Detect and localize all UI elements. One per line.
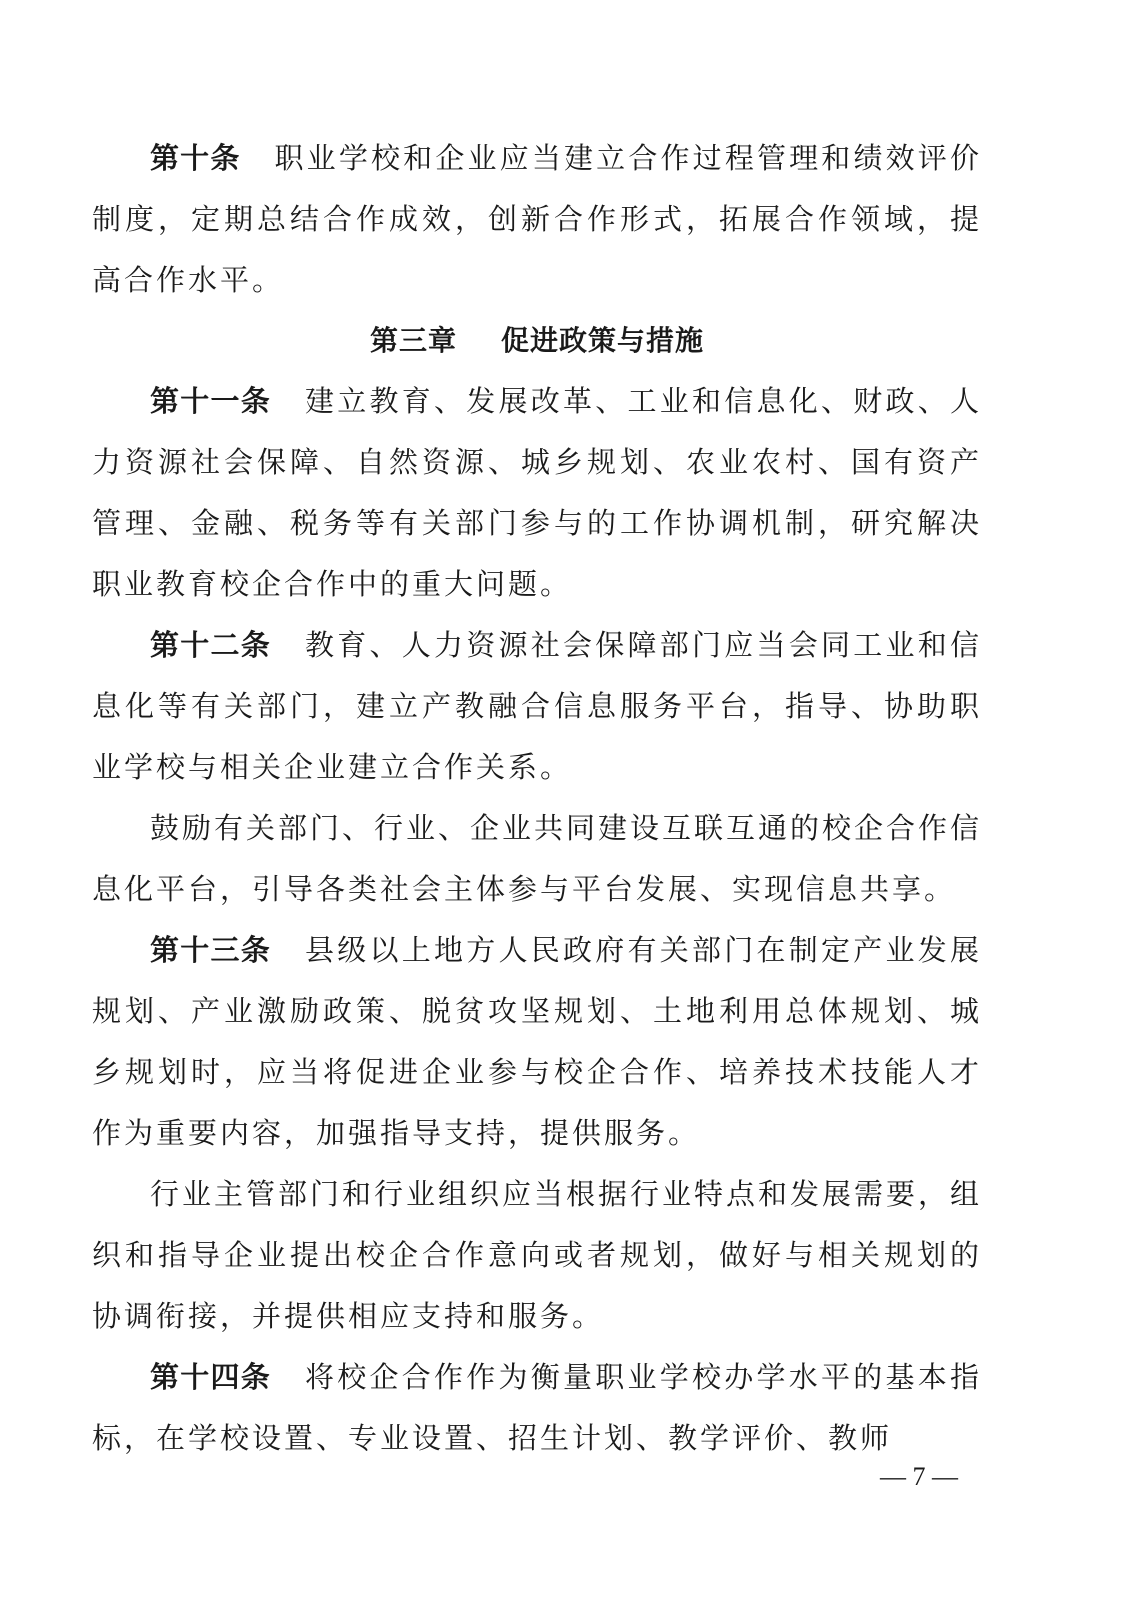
chapter-number: 第三章 <box>369 324 457 357</box>
article-text: 职业学校和企业应当建立合作过程管理和绩效评价制度，定期总结合作成效，创新合作形式，拓展合作领域，提高合作水平。 <box>92 141 982 297</box>
article-text: 教育、人力资源社会保障部门应当会同工业和信息化等有关部门，建立产教融合信息服务平台，指导、协助职业学校与相关企业建立合作关系。 <box>92 628 982 784</box>
chapter-heading <box>92 311 982 371</box>
article-number: 第十条 <box>150 141 241 175</box>
article-10 <box>92 128 982 311</box>
document-body <box>92 128 982 1469</box>
article-13 <box>92 920 982 1164</box>
article-text: 县级以上地方人民政府有关部门在制定产业发展规划、产业激励政策、脱贫攻坚规划、土地利用总体规划、城乡规划时，应当将促进企业参与校企合作、培养技术技能人才作为重要内容，加强指导支持，提供服务。 <box>92 933 982 1150</box>
article-text: 建立教育、发展改革、工业和信息化、财政、人力资源社会保障、自然资源、城乡规划、农业农村、国有资产管理、金融、税务等有关部门参与的工作协调机制，研究解决职业教育校企合作中的重大问题。 <box>92 384 982 601</box>
article-14 <box>92 1347 982 1469</box>
article-number: 第十二条 <box>150 628 271 662</box>
article-text: 将校企合作作为衡量职业学校办学水平的基本指标，在学校设置、专业设置、招生计划、教学评价、教师 <box>92 1360 982 1455</box>
article-13-paragraph-2: 行业主管部门和行业组织应当根据行业特点和发展需要，组织和指导企业提出校企合作意向或者规划，做好与相关规划的协调衔接，并提供相应支持和服务。 <box>92 1177 983 1333</box>
article-number: 第十四条 <box>150 1360 271 1394</box>
chapter-title: 促进政策与措施 <box>501 324 705 357</box>
article-11 <box>92 371 982 615</box>
article-number: 第十一条 <box>150 384 271 418</box>
article-12 <box>92 615 982 798</box>
page-number: — 7 — <box>880 1462 958 1491</box>
article-12-paragraph-2: 鼓励有关部门、行业、企业共同建设互联互通的校企合作信息化平台，引导各类社会主体参与平台发展、实现信息共享。 <box>92 811 983 906</box>
article-number: 第十三条 <box>150 933 271 967</box>
